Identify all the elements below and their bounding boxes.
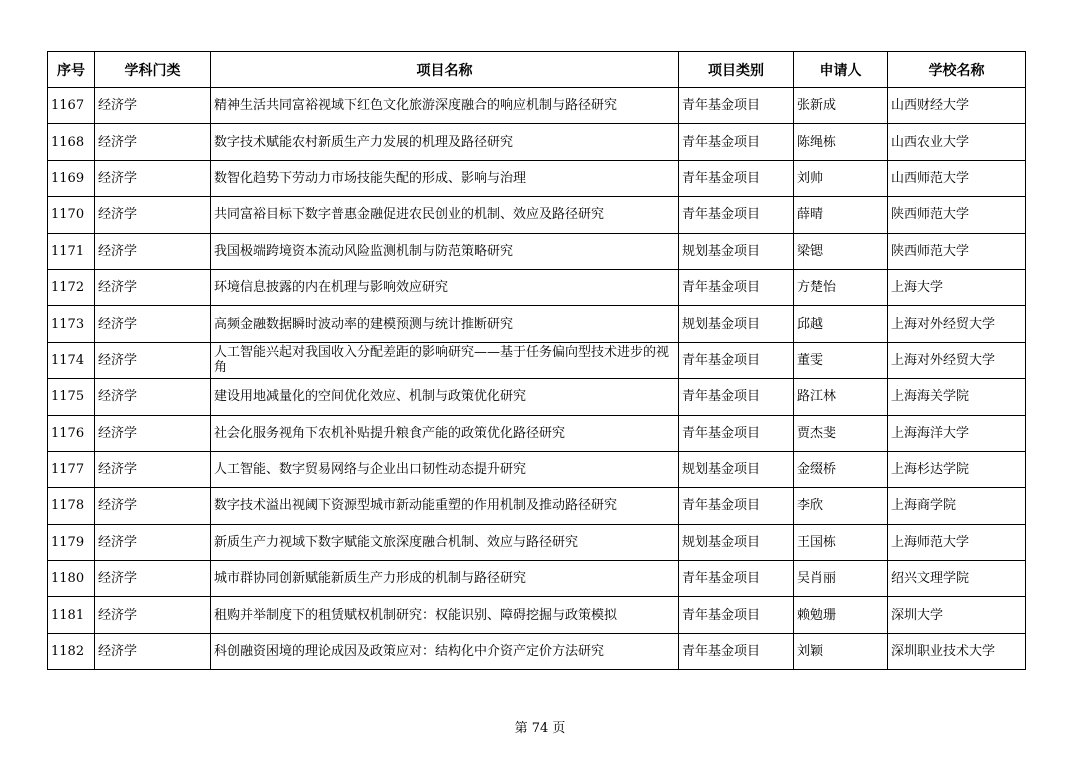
table-row <box>48 306 1026 342</box>
table-row <box>48 197 1026 233</box>
cell-applicant: 张新成 <box>794 88 888 124</box>
cell-applicant: 邱越 <box>794 306 888 342</box>
cell-project-category: 青年基金项目 <box>679 197 794 233</box>
cell-project-name: 共同富裕目标下数字普惠金融促进农民创业的机制、效应及路径研究 <box>211 197 679 233</box>
cell-project-name: 建设用地减量化的空间优化效应、机制与政策优化研究 <box>211 379 679 415</box>
table-row <box>48 160 1026 196</box>
cell-school-name: 深圳大学 <box>888 597 1026 633</box>
cell-serial-no: 1172 <box>48 269 95 305</box>
table-row <box>48 524 1026 560</box>
cell-serial-no: 1170 <box>48 197 95 233</box>
table-row <box>48 342 1026 378</box>
cell-project-name: 社会化服务视角下农机补贴提升粮食产能的政策优化路径研究 <box>211 415 679 451</box>
cell-serial-no: 1176 <box>48 415 95 451</box>
cell-project-name: 科创融资困境的理论成因及政策应对：结构化中介资产定价方法研究 <box>211 633 679 669</box>
cell-project-category: 规划基金项目 <box>679 451 794 487</box>
cell-school-name: 上海对外经贸大学 <box>888 306 1026 342</box>
cell-serial-no: 1177 <box>48 451 95 487</box>
cell-project-category: 规划基金项目 <box>679 306 794 342</box>
cell-applicant: 李欣 <box>794 488 888 524</box>
cell-project-name: 我国极端跨境资本流动风险监测机制与防范策略研究 <box>211 233 679 269</box>
header-project-name: 项目名称 <box>211 52 679 88</box>
header-school-name: 学校名称 <box>888 52 1026 88</box>
cell-applicant: 金缀桥 <box>794 451 888 487</box>
page-number: 第 74 页 <box>514 721 566 736</box>
cell-applicant: 董雯 <box>794 342 888 378</box>
cell-discipline: 经济学 <box>95 379 211 415</box>
cell-project-category: 青年基金项目 <box>679 160 794 196</box>
cell-project-name: 高频金融数据瞬时波动率的建模预测与统计推断研究 <box>211 306 679 342</box>
cell-applicant: 梁锶 <box>794 233 888 269</box>
cell-serial-no: 1168 <box>48 124 95 160</box>
cell-project-name: 数字技术赋能农村新质生产力发展的机理及路径研究 <box>211 124 679 160</box>
cell-discipline: 经济学 <box>95 561 211 597</box>
cell-project-name: 人工智能兴起对我国收入分配差距的影响研究——基于任务偏向型技术进步的视角 <box>211 342 679 378</box>
header-discipline: 学科门类 <box>95 52 211 88</box>
cell-project-name: 数字技术溢出视阈下资源型城市新动能重塑的作用机制及推动路径研究 <box>211 488 679 524</box>
cell-applicant: 贾杰斐 <box>794 415 888 451</box>
cell-serial-no: 1173 <box>48 306 95 342</box>
cell-project-name: 城市群协同创新赋能新质生产力形成的机制与路径研究 <box>211 561 679 597</box>
header-project-category: 项目类别 <box>679 52 794 88</box>
cell-school-name: 上海对外经贸大学 <box>888 342 1026 378</box>
cell-project-category: 青年基金项目 <box>679 633 794 669</box>
table-row <box>48 233 1026 269</box>
cell-applicant: 赖勉珊 <box>794 597 888 633</box>
cell-discipline: 经济学 <box>95 124 211 160</box>
cell-serial-no: 1182 <box>48 633 95 669</box>
cell-project-category: 规划基金项目 <box>679 233 794 269</box>
cell-school-name: 上海海关学院 <box>888 379 1026 415</box>
cell-school-name: 上海海洋大学 <box>888 415 1026 451</box>
cell-project-name: 环境信息披露的内在机理与影响效应研究 <box>211 269 679 305</box>
table-row <box>48 561 1026 597</box>
cell-applicant: 王国栋 <box>794 524 888 560</box>
cell-school-name: 上海师范大学 <box>888 524 1026 560</box>
header-applicant: 申请人 <box>794 52 888 88</box>
cell-discipline: 经济学 <box>95 269 211 305</box>
cell-discipline: 经济学 <box>95 342 211 378</box>
cell-discipline: 经济学 <box>95 306 211 342</box>
cell-serial-no: 1169 <box>48 160 95 196</box>
cell-project-category: 青年基金项目 <box>679 88 794 124</box>
cell-school-name: 陕西师范大学 <box>888 197 1026 233</box>
cell-project-category: 青年基金项目 <box>679 269 794 305</box>
table-row <box>48 124 1026 160</box>
cell-project-name: 精神生活共同富裕视域下红色文化旅游深度融合的响应机制与路径研究 <box>211 88 679 124</box>
cell-serial-no: 1179 <box>48 524 95 560</box>
table-row <box>48 451 1026 487</box>
cell-applicant: 刘颖 <box>794 633 888 669</box>
cell-serial-no: 1167 <box>48 88 95 124</box>
cell-school-name: 山西师范大学 <box>888 160 1026 196</box>
table-header-row <box>48 52 1026 88</box>
cell-serial-no: 1178 <box>48 488 95 524</box>
cell-school-name: 上海商学院 <box>888 488 1026 524</box>
cell-project-category: 青年基金项目 <box>679 597 794 633</box>
table-row <box>48 633 1026 669</box>
cell-discipline: 经济学 <box>95 88 211 124</box>
cell-applicant: 薛晴 <box>794 197 888 233</box>
cell-school-name: 上海大学 <box>888 269 1026 305</box>
cell-school-name: 山西财经大学 <box>888 88 1026 124</box>
cell-project-category: 青年基金项目 <box>679 124 794 160</box>
cell-discipline: 经济学 <box>95 488 211 524</box>
table-row <box>48 597 1026 633</box>
cell-serial-no: 1175 <box>48 379 95 415</box>
table-row <box>48 488 1026 524</box>
cell-project-category: 规划基金项目 <box>679 524 794 560</box>
project-table <box>47 51 1026 670</box>
cell-discipline: 经济学 <box>95 160 211 196</box>
cell-school-name: 山西农业大学 <box>888 124 1026 160</box>
table-row <box>48 88 1026 124</box>
cell-serial-no: 1171 <box>48 233 95 269</box>
header-serial-no: 序号 <box>48 52 95 88</box>
cell-discipline: 经济学 <box>95 597 211 633</box>
cell-project-name: 数智化趋势下劳动力市场技能失配的形成、影响与治理 <box>211 160 679 196</box>
cell-project-category: 青年基金项目 <box>679 342 794 378</box>
cell-applicant: 路江林 <box>794 379 888 415</box>
cell-school-name: 绍兴文理学院 <box>888 561 1026 597</box>
cell-school-name: 深圳职业技术大学 <box>888 633 1026 669</box>
cell-project-name: 租购并举制度下的租赁赋权机制研究：权能识别、障碍挖掘与政策模拟 <box>211 597 679 633</box>
cell-serial-no: 1181 <box>48 597 95 633</box>
cell-project-name: 人工智能、数字贸易网络与企业出口韧性动态提升研究 <box>211 451 679 487</box>
table-row <box>48 269 1026 305</box>
cell-project-category: 青年基金项目 <box>679 561 794 597</box>
cell-discipline: 经济学 <box>95 415 211 451</box>
cell-discipline: 经济学 <box>95 633 211 669</box>
cell-applicant: 方楚怡 <box>794 269 888 305</box>
cell-applicant: 刘帅 <box>794 160 888 196</box>
cell-project-category: 青年基金项目 <box>679 488 794 524</box>
table-row <box>48 379 1026 415</box>
cell-discipline: 经济学 <box>95 524 211 560</box>
cell-school-name: 陕西师范大学 <box>888 233 1026 269</box>
cell-applicant: 陈绳栋 <box>794 124 888 160</box>
cell-serial-no: 1180 <box>48 561 95 597</box>
table-body <box>48 88 1026 670</box>
cell-discipline: 经济学 <box>95 233 211 269</box>
table-row <box>48 415 1026 451</box>
cell-project-category: 青年基金项目 <box>679 415 794 451</box>
cell-discipline: 经济学 <box>95 197 211 233</box>
cell-serial-no: 1174 <box>48 342 95 378</box>
cell-project-name: 新质生产力视域下数字赋能文旅深度融合机制、效应与路径研究 <box>211 524 679 560</box>
cell-school-name: 上海杉达学院 <box>888 451 1026 487</box>
cell-discipline: 经济学 <box>95 451 211 487</box>
cell-project-category: 青年基金项目 <box>679 379 794 415</box>
cell-applicant: 吴肖丽 <box>794 561 888 597</box>
